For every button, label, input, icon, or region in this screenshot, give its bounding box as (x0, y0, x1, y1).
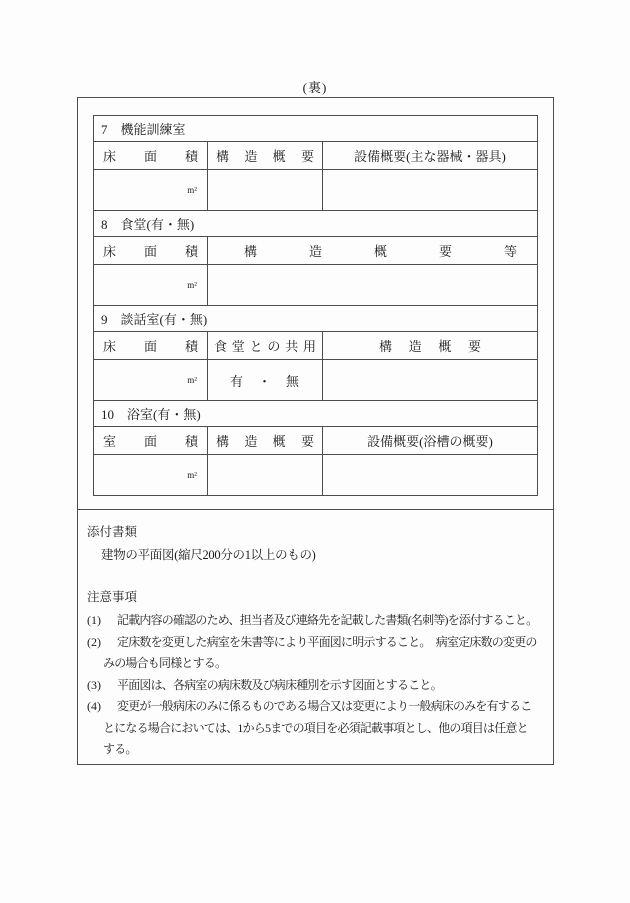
section-10-bath-equipment-cell (323, 455, 538, 496)
section-9-header-floor-area: 床面積 (94, 332, 208, 360)
notices-heading: 注意事項 (87, 590, 138, 604)
notice-item-3 (87, 675, 544, 697)
section-10-structure-cell (208, 455, 323, 496)
form-outer-border (77, 97, 554, 765)
section-9-title: 9 談話室(有・無) (94, 306, 538, 332)
notice-4-number: (4) (87, 699, 101, 713)
notice-2-line-2: みの場合も同様とする。 (103, 656, 227, 670)
section-10-room-area-cell (94, 455, 208, 496)
section-7-equipment-cell (323, 170, 538, 211)
section-9-header-structure: 構造概要 (323, 332, 538, 360)
section-8-floor-area-cell (94, 265, 208, 306)
section-7-title: 7 機能訓練室 (94, 116, 538, 142)
section-7-unit-label: m² (187, 185, 197, 195)
section-8-structure-cell (208, 265, 538, 306)
section-10-title: 10 浴室(有・無) (94, 401, 538, 427)
notices-list (87, 610, 544, 761)
notice-2-line-1: 定床数を変更した病室を朱書等により平面図に明示すること。 病室定床数の変更の (117, 634, 537, 649)
section-9-structure-cell (323, 360, 538, 401)
notice-item-1 (87, 610, 544, 632)
section-8-header-floor-area: 床面積 (94, 237, 208, 265)
section-9-unit-label: m² (187, 375, 197, 385)
notice-3-number: (3) (87, 677, 101, 692)
page-side-label: (裏) (302, 80, 328, 95)
rooms-table (93, 115, 538, 496)
section-10-header-room-area: 室面積 (94, 427, 208, 455)
section-7-header-floor-area: 床面積 (94, 142, 208, 170)
notes-section (78, 524, 553, 761)
section-10-unit-label: m² (187, 470, 197, 480)
section-7-structure-cell (208, 170, 323, 211)
notice-item-2 (87, 632, 544, 675)
notice-1-number: (1) (87, 613, 101, 627)
notice-3-line-1: 平面図は、各病室の病床数及び病床種別を示す図面とすること。 (117, 677, 442, 692)
section-7-floor-area-cell (94, 170, 208, 211)
section-9-shared-choice: 有 ・ 無 (208, 360, 323, 401)
section-7-header-structure: 構造概要 (208, 142, 323, 170)
rooms-table-section (78, 98, 553, 510)
notice-4-line-1: 変更が一般病床のみに係るものである場合又は変更により一般病床のみを有するこ (117, 699, 532, 713)
section-8-unit-label: m² (187, 280, 197, 290)
notice-1-line-1: 記載内容の確認のため、担当者及び連絡先を記載した書類(名刺等)を添付すること。 (117, 613, 538, 627)
attachment-item: 建物の平面図(縮尺200分の1以上のもの) (101, 548, 316, 562)
section-10-header-bath-equipment: 設備概要(浴槽の概要) (323, 427, 538, 455)
section-7-header-equipment: 設備概要(主な器械・器具) (323, 142, 538, 170)
section-8-header-structure: 構造概要等 (208, 237, 538, 265)
notice-4-line-2: とになる場合においては、1から5までの項目を必須記載事項とし、他の項目は任意と (103, 720, 528, 735)
notice-4-line-3: する。 (103, 742, 137, 756)
attachments-heading: 添付書類 (87, 525, 138, 539)
section-8-title: 8 食堂(有・無) (94, 211, 538, 237)
notice-item-4 (87, 696, 544, 761)
section-9-header-shared-dining: 食堂との共用 (208, 332, 323, 360)
section-9-floor-area-cell (94, 360, 208, 401)
notice-2-number: (2) (87, 634, 101, 649)
section-10-header-structure: 構造概要 (208, 427, 323, 455)
